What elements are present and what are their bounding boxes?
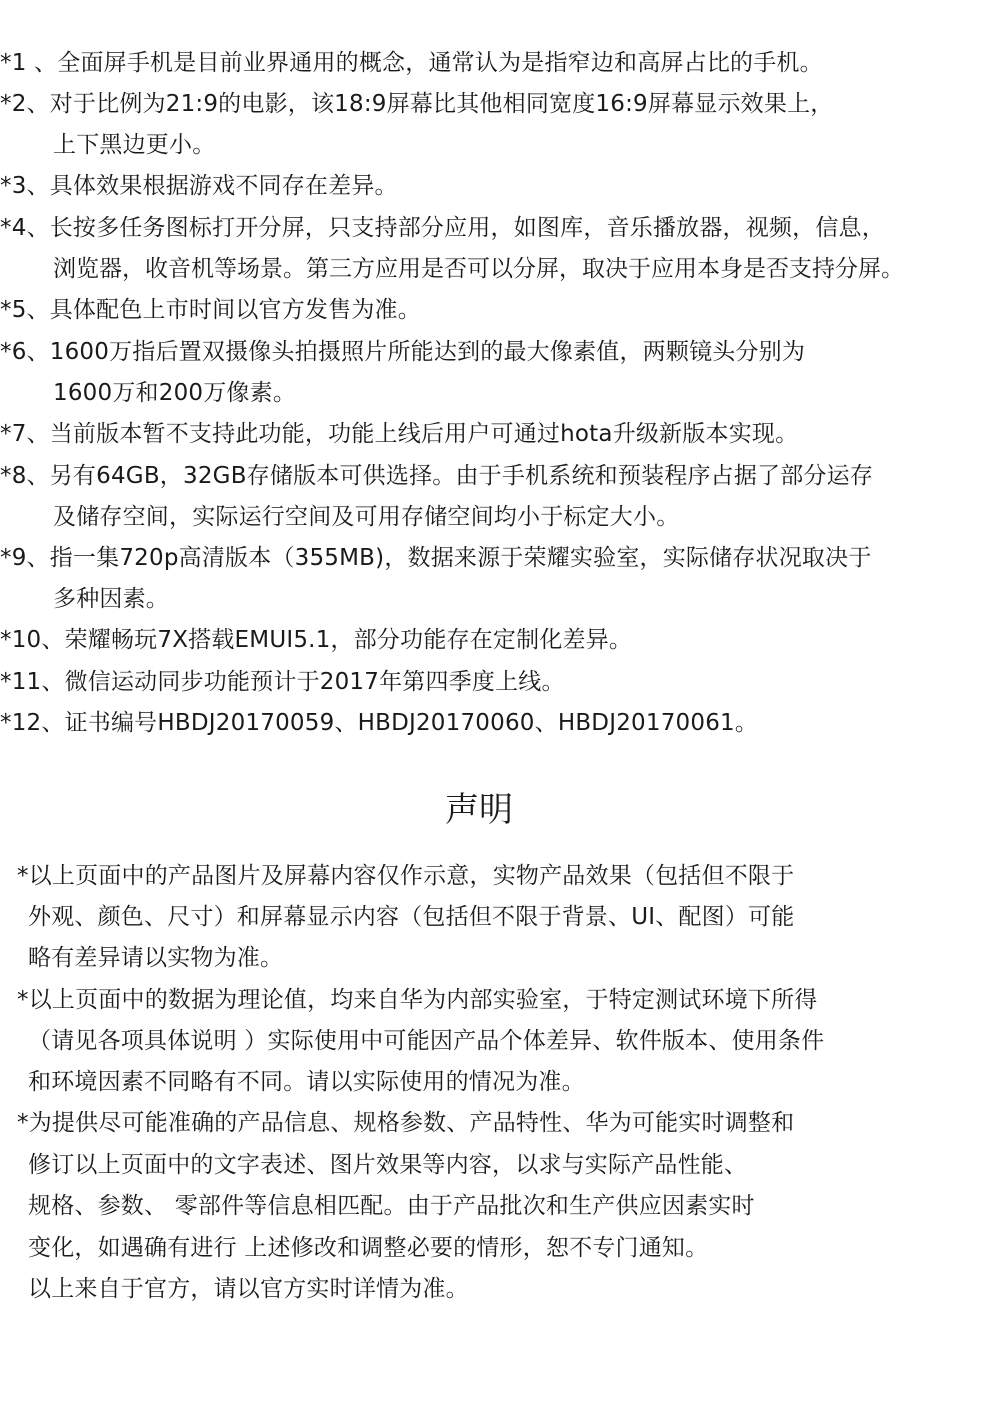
declaration-line: 修订以上页面中的文字表述、图片效果等内容，以求与实际产品性能、 [28,1152,748,1178]
declaration-line: 规格、参数、 零部件等信息相匹配。由于产品批次和生产供应因素实时 [28,1193,755,1219]
footnote-line: *3、具体效果根据游戏不同存在差异。 [0,173,398,199]
footnote-line: *8、另有64GB，32GB存储版本可供选择。由于手机系统和预装程序占据了部分运存 [0,463,874,489]
declaration-line: 和环境因素不同略有不同。请以实际使用的情况为准。 [28,1069,585,1095]
footnote-line: 及储存空间，实际运行空间及可用存储空间均小于标定大小。 [53,504,680,530]
declaration-line: 变化，如遇确有进行 上述修改和调整必要的情形，恕不专门通知。 [28,1235,709,1261]
declaration-title: 声明 [445,790,513,830]
footnote-line: *11、微信运动同步功能预计于2017年第四季度上线。 [0,669,565,695]
footnote-line: *10、荣耀畅玩7X搭载EMUI5.1，部分功能存在定制化差异。 [0,627,633,653]
declaration-line: 以上来自于官方，请以官方实时详情为准。 [28,1276,469,1302]
footnote-line: *2、对于比例为21:9的电影，该18:9屏幕比其他相同宽度16:9屏幕显示效果上， [0,91,834,117]
footnote-line: *7、当前版本暂不支持此功能，功能上线后用户可通过hota升级新版本实现。 [0,421,799,447]
footnote-line: *1 、全面屏手机是目前业界通用的概念，通常认为是指窄边和高屏占比的手机。 [0,50,823,76]
footnote-line: 1600万和200万像素。 [53,380,297,406]
declaration-line: 外观、颜色、尺寸）和屏幕显示内容（包括但不限于背景、UI、配图）可能 [28,904,795,930]
declaration-line: *以上页面中的数据为理论值，均来自华为内部实验室，于特定测试环境下所得 [17,987,818,1013]
footnote-line: *6、1600万指后置双摄像头拍摄照片所能达到的最大像素值，两颗镜头分别为 [0,339,806,365]
declaration-line: 略有差异请以实物为准。 [28,945,284,971]
footnote-line: *12、证书编号HBDJ20170059、HBDJ20170060、HBDJ20170061。 [0,710,759,736]
footnote-line: 多种因素。 [53,586,169,612]
declaration-line: *为提供尽可能准确的产品信息、规格参数、产品特性、华为可能实时调整和 [17,1110,795,1136]
declaration-line: （请见各项具体说明 ）实际使用中可能因产品个体差异、软件版本、使用条件 [28,1028,825,1054]
footnote-line: 上下黑边更小。 [53,132,216,158]
footnote-line: *9、指一集720p高清版本（355MB)，数据来源于荣耀实验室，实际储存状况取决于 [0,545,872,571]
footnote-line: *4、长按多任务图标打开分屏，只支持部分应用，如图库，音乐播放器，视频，信息， [0,215,885,241]
footnote-line: *5、具体配色上市时间以官方发售为准。 [0,297,421,323]
footnote-line: 浏览器，收音机等场景。第三方应用是否可以分屏，取决于应用本身是否支持分屏。 [53,256,904,282]
declaration-line: *以上页面中的产品图片及屏幕内容仅作示意，实物产品效果（包括但不限于 [17,863,795,889]
